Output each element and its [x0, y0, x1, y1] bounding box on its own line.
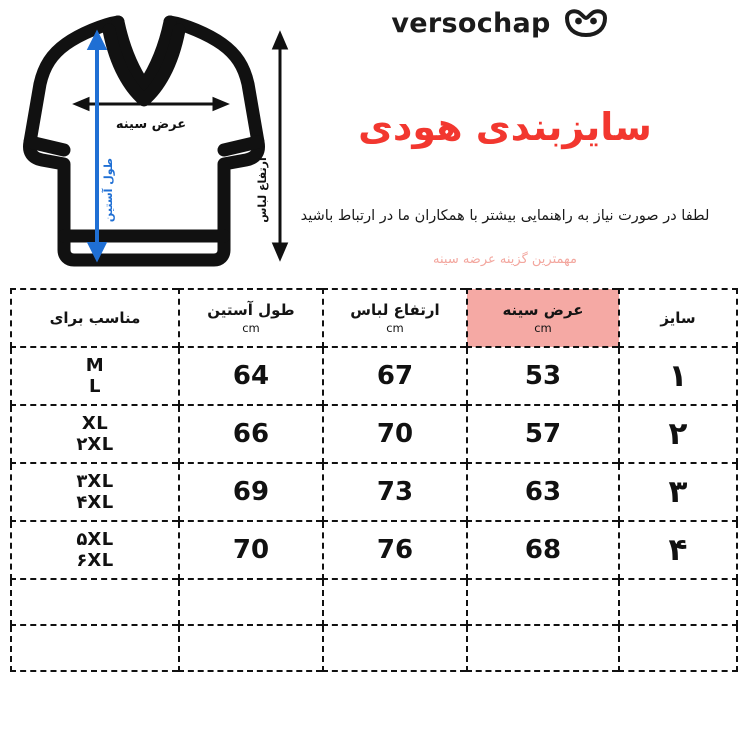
size-table-wrapper	[12, 288, 738, 728]
column-header-size	[619, 289, 737, 347]
cell-chest: 57	[467, 405, 619, 463]
column-header-garment-height	[323, 289, 467, 347]
table-row-empty	[11, 625, 737, 671]
garment-height-label: ارتفاع لباس	[256, 157, 269, 223]
cell-fit: ۳XL ۴XL	[11, 463, 179, 521]
cell-size: ۳	[619, 463, 737, 521]
cell-chest: 68	[467, 521, 619, 579]
table-header-row	[11, 289, 737, 347]
cell-empty	[467, 579, 619, 625]
cell-garment-height: 70	[323, 405, 467, 463]
column-header-fit-label: مناسب برای	[49, 309, 141, 327]
column-header-garment-height-unit: cm	[386, 321, 404, 335]
column-header-sleeve	[179, 289, 323, 347]
brand-name: versochap	[391, 8, 551, 39]
page-note: مهمترین گزینه عرضه سینه	[433, 252, 577, 267]
table-row	[11, 347, 737, 405]
cell-empty	[323, 625, 467, 671]
table-row	[11, 405, 737, 463]
cell-sleeve: 69	[179, 463, 323, 521]
cell-sleeve: 64	[179, 347, 323, 405]
cell-empty	[179, 625, 323, 671]
cell-garment-height: 67	[323, 347, 467, 405]
column-header-chest-unit: cm	[534, 321, 552, 335]
size-table	[10, 288, 738, 672]
brand-lockup	[290, 8, 710, 39]
cell-fit: XL ۲XL	[11, 405, 179, 463]
cell-sleeve: 70	[179, 521, 323, 579]
cell-fit: M L	[11, 347, 179, 405]
cell-empty	[619, 579, 737, 625]
column-header-garment-height-label: ارتفاع لباس	[350, 301, 440, 319]
cell-size: ۴	[619, 521, 737, 579]
cell-empty	[467, 625, 619, 671]
cell-chest: 63	[467, 463, 619, 521]
cell-size: ۲	[619, 405, 737, 463]
cell-empty	[11, 625, 179, 671]
table-body	[11, 347, 737, 671]
column-header-size-label: سایز	[660, 309, 696, 327]
cell-empty	[323, 579, 467, 625]
column-header-chest-label: عرض سینه	[502, 301, 584, 319]
cell-empty	[179, 579, 323, 625]
cell-fit: ۵XL ۶XL	[11, 521, 179, 579]
chest-label: عرض سینه	[115, 117, 187, 132]
column-header-fit	[11, 289, 179, 347]
hoodie-illustration	[8, 0, 308, 288]
cell-empty	[11, 579, 179, 625]
page-title: سایزبندی هودی	[358, 105, 652, 149]
column-header-sleeve-label: طول آستین	[207, 301, 295, 319]
owl-logo-icon	[563, 9, 609, 39]
table-row-empty	[11, 579, 737, 625]
header-section	[0, 0, 750, 288]
table-header	[11, 289, 737, 347]
table-row	[11, 463, 737, 521]
cell-sleeve: 66	[179, 405, 323, 463]
page-subtitle: لطفا در صورت نیاز به راهنمایی بیشتر با همکاران ما در ارتباط باشید	[300, 208, 710, 224]
cell-garment-height: 73	[323, 463, 467, 521]
sleeve-label: طول آستین	[102, 157, 115, 223]
cell-size: ۱	[619, 347, 737, 405]
cell-garment-height: 76	[323, 521, 467, 579]
table-row	[11, 521, 737, 579]
cell-chest: 53	[467, 347, 619, 405]
column-header-sleeve-unit: cm	[242, 321, 260, 335]
cell-empty	[619, 625, 737, 671]
column-header-chest	[467, 289, 619, 347]
